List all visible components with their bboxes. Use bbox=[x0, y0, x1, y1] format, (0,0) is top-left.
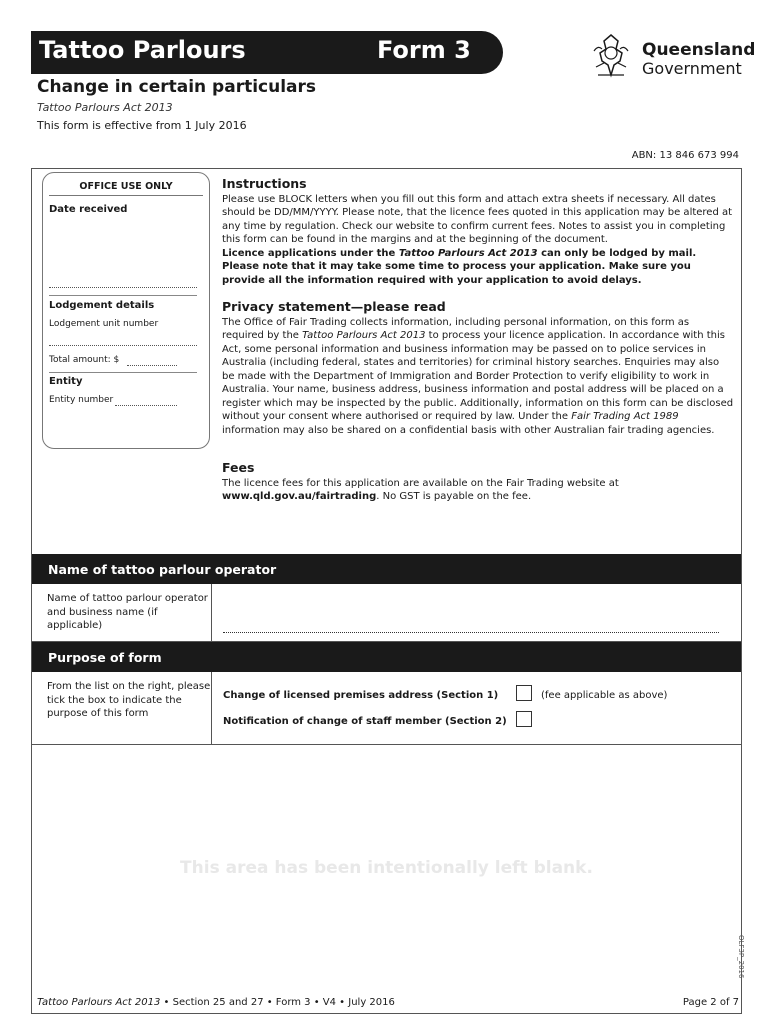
abn-number: ABN: 13 846 673 994 bbox=[631, 150, 739, 161]
lodgement-unit-line bbox=[49, 345, 197, 346]
divider bbox=[49, 372, 197, 373]
operator-name-label: Name of tattoo parlour operator and business name (if applicable) bbox=[32, 584, 212, 641]
change-premises-checkbox[interactable] bbox=[516, 685, 532, 701]
operator-row bbox=[32, 584, 741, 642]
entity-label: Entity bbox=[49, 376, 83, 387]
fees-heading: Fees bbox=[222, 460, 255, 475]
option-staff-change-label: Notification of change of staff member (Section 2) bbox=[223, 716, 507, 727]
operator-name-input[interactable] bbox=[223, 632, 719, 633]
form-number: Form 3 bbox=[377, 36, 471, 64]
lodgement-unit-label: Lodgement unit number bbox=[49, 319, 159, 329]
page-number: Page 2 of 7 bbox=[682, 997, 739, 1008]
instructions-body: Please use BLOCK letters when you fill out this form and attach extra sheets if necessary. All dates should be DD/MM/YYYY. Please note, that the licence fees quoted in this application may be altered at any time by regulation. Check our website to confirm current fees. Notes to assist you in completing this form can be found in the margins and at the beginning of the document. bbox=[222, 193, 733, 245]
fees-body: The licence fees for this application are available on the Fair Trading website at www.qld.gov.au/fairtrading. No GST is payable on the fee. bbox=[222, 477, 619, 502]
purpose-instructions: From the list on the right, please tick the box to indicate the purpose of this form bbox=[32, 672, 212, 744]
effective-date: This form is effective from 1 July 2016 bbox=[37, 119, 247, 132]
footer-reference: Tattoo Parlours Act 2013 • Section 25 and 27 • Form 3 • V4 • July 2016 bbox=[37, 997, 395, 1008]
purpose-row bbox=[32, 672, 741, 745]
coat-of-arms-icon bbox=[588, 31, 634, 81]
privacy-block bbox=[222, 300, 734, 437]
lodgement-details-label: Lodgement details bbox=[49, 300, 155, 311]
fee-note: (fee applicable as above) bbox=[541, 690, 668, 701]
queensland-government-logo bbox=[588, 31, 756, 81]
form-title: Tattoo Parlours bbox=[39, 36, 246, 64]
form-code: OLF3P_2016 bbox=[737, 935, 745, 979]
total-amount-line bbox=[127, 365, 177, 366]
privacy-body: The Office of Fair Trading collects information, including personal information, on this form as required by the Tattoo Parlours Act 2013 to process your licence application. In accordance with this Act, some personal information and business information may be passed on to police services in Australia (including federal, states and territories) for criminal history searches. Enquiries may also be made with the Department of Immigration and Border Protection to verify eligibility to work in Australia. Your name, business address, business information and postal address will be placed on a register which may be inspected by the public. Additionally, information on this form can be disclosed without your consent where authorised or required by law. Under the Fair Trading Act 1989 information may also be shared on a confidential basis with other Australian fair trading agencies. bbox=[222, 316, 734, 436]
act-name: Tattoo Parlours Act 2013 bbox=[37, 101, 173, 114]
instructions-heading: Instructions bbox=[222, 176, 307, 191]
privacy-heading: Privacy statement—please read bbox=[222, 299, 446, 314]
date-received-label: Date received bbox=[49, 204, 128, 215]
fair-trading-link[interactable]: www.qld.gov.au/fairtrading bbox=[222, 491, 377, 502]
instructions-mail-note: Licence applications under the Tattoo Parlours Act 2013 can only be lodged by mail. bbox=[222, 247, 697, 259]
staff-change-checkbox[interactable] bbox=[516, 711, 532, 727]
instructions-delay-note: Please note that it may take some time to process your application. Make sure you provide all the information required with your application to avoid delays. bbox=[222, 261, 691, 286]
instructions-block bbox=[222, 177, 734, 287]
logo-line-1: Queensland bbox=[642, 40, 756, 60]
date-received-line bbox=[49, 287, 197, 288]
divider bbox=[49, 295, 197, 296]
fees-block bbox=[222, 461, 734, 504]
operator-section-header: Name of tattoo parlour operator bbox=[32, 554, 741, 584]
form-title-bar bbox=[31, 31, 503, 74]
total-amount-label: Total amount: $ bbox=[49, 355, 120, 365]
purpose-section-header: Purpose of form bbox=[32, 642, 741, 672]
office-use-box bbox=[42, 172, 210, 449]
form-subtitle: Change in certain particulars bbox=[37, 77, 317, 97]
entity-number-label: Entity number bbox=[49, 395, 114, 405]
office-use-heading: OFFICE USE ONLY bbox=[49, 181, 203, 196]
blank-area-notice: This area has been intentionally left blank. bbox=[180, 858, 593, 878]
logo-line-2: Government bbox=[642, 59, 742, 78]
option-change-premises-label: Change of licensed premises address (Section 1) bbox=[223, 690, 499, 701]
entity-number-line bbox=[115, 405, 177, 406]
